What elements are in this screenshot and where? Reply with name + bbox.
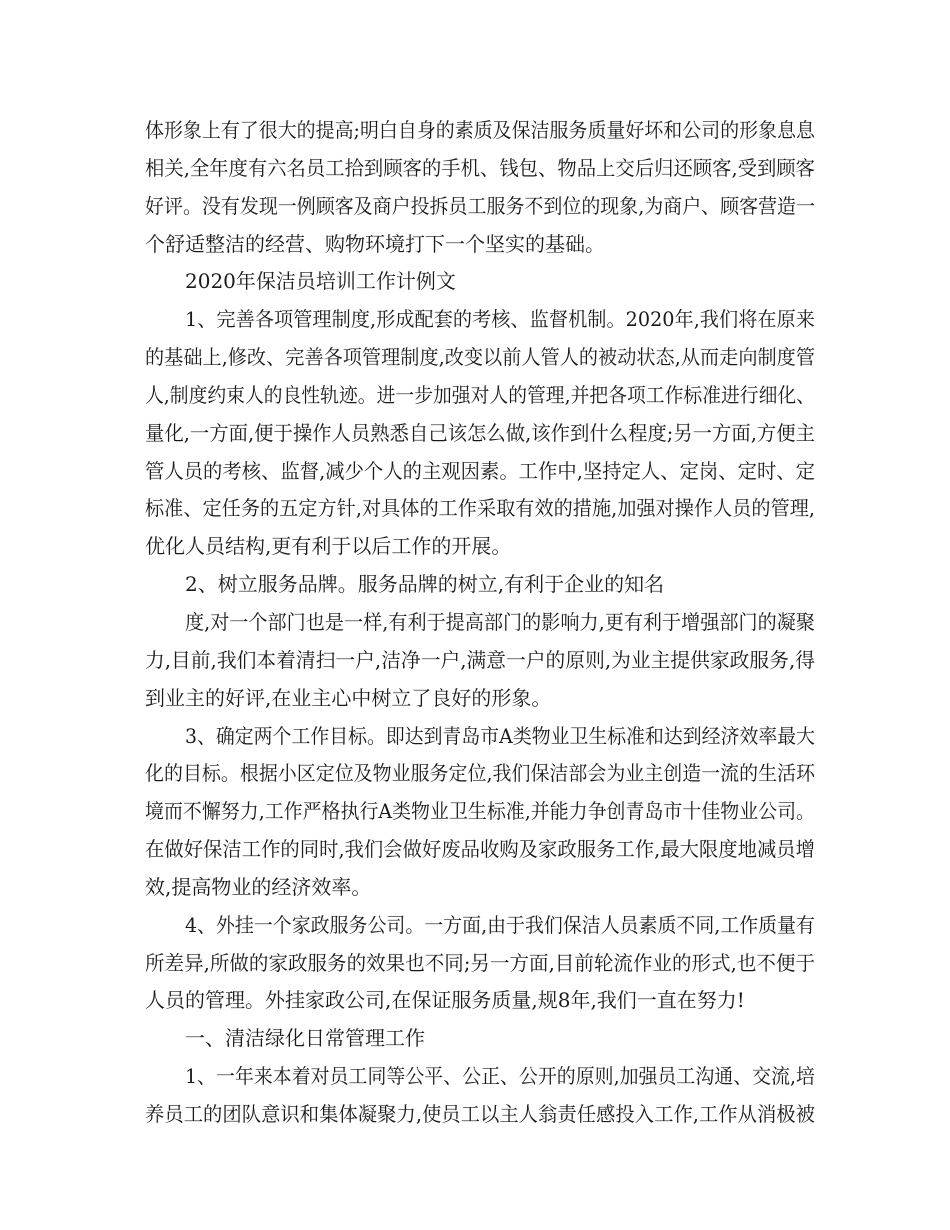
document-body	[145, 112, 815, 1134]
text-line: 的基础上,修改、完善各项管理制度,改变以前人管人的被动状态,从而走向制度管	[145, 345, 815, 370]
text-line: 度,对一个部门也是一样,有利于提高部门的影响力,更有利于增强部门的凝聚	[185, 609, 815, 634]
text-line: 2、树立服务品牌。服务品牌的树立,有利于企业的知名	[185, 572, 665, 597]
text-line: 人,制度约束人的良性轨迹。进一步加强对人的管理,并把各项工作标准进行细化、	[145, 382, 815, 407]
text-line: 标准、定任务的五定方针,对具体的工作采取有效的措施,加强对操作人员的管理,	[145, 496, 815, 521]
text-line: 4、外挂一个家政服务公司。一方面,由于我们保洁人员素质不同,工作质量有	[185, 912, 815, 937]
text-line: 1、一年来本着对员工同等公平、公正、公开的原则,加强员工沟通、交流,培	[185, 1064, 815, 1089]
text-line: 相关,全年度有六名员工拾到顾客的手机、钱包、物品上交后归还顾客,受到顾客	[145, 155, 815, 180]
text-line: 力,目前,我们本着清扫一户,洁净一户,满意一户的原则,为业主提供家政服务,得	[145, 647, 815, 672]
text-line: 个舒适整洁的经营、购物环境打下一个坚实的基础。	[145, 231, 605, 256]
text-line: 好评。没有发现一例顾客及商户投拆员工服务不到位的现象,为商户、顾客营造一	[145, 193, 815, 218]
text-line: 在做好保洁工作的同时,我们会做好废品收购及家政服务工作,最大限度地减员增	[145, 837, 815, 862]
text-line: 体形象上有了很大的提高;明白自身的素质及保洁服务质量好坏和公司的形象息息	[145, 118, 815, 142]
text-line: 所差异,所做的家政服务的效果也不同;另一方面,目前轮流作业的形式,也不便于	[145, 950, 815, 975]
text-line: 养员工的团队意识和集体凝聚力,使员工以主人翁责任感投入工作,工作从消极被	[145, 1101, 815, 1126]
text-line: 一、清洁绿化日常管理工作	[185, 1026, 425, 1051]
text-line: 管人员的考核、监督,减少个人的主观因素。工作中,坚持定人、定岗、定时、定	[145, 458, 815, 483]
text-line: 境而不懈努力,工作严格执行A类物业卫生标准,并能力争创青岛市十佳物业公司。	[145, 799, 815, 824]
text-line: 到业主的好评,在业主心中树立了良好的形象。	[145, 685, 552, 710]
text-line: 1、完善各项管理制度,形成配套的考核、监督机制。2020年,我们将在原来	[185, 307, 815, 332]
text-line: 优化人员结构,更有利于以后工作的开展。	[145, 534, 512, 559]
text-line: 人员的管理。外挂家政公司,在保证服务质量,规8年,我们一直在努力!	[145, 988, 745, 1013]
text-line: 量化,一方面,便于操作人员熟悉自己该怎么做,该作到什么程度;另一方面,方便主	[145, 420, 815, 445]
text-line: 2020年保洁员培训工作计例文	[185, 269, 456, 294]
text-line: 效,提高物业的经济效率。	[145, 874, 372, 899]
text-line: 化的目标。根据小区定位及物业服务定位,我们保洁部会为业主创造一流的生活环	[145, 761, 815, 786]
text-line: 3、确定两个工作目标。即达到青岛市A类物业卫生标准和达到经济效率最大	[185, 723, 815, 748]
